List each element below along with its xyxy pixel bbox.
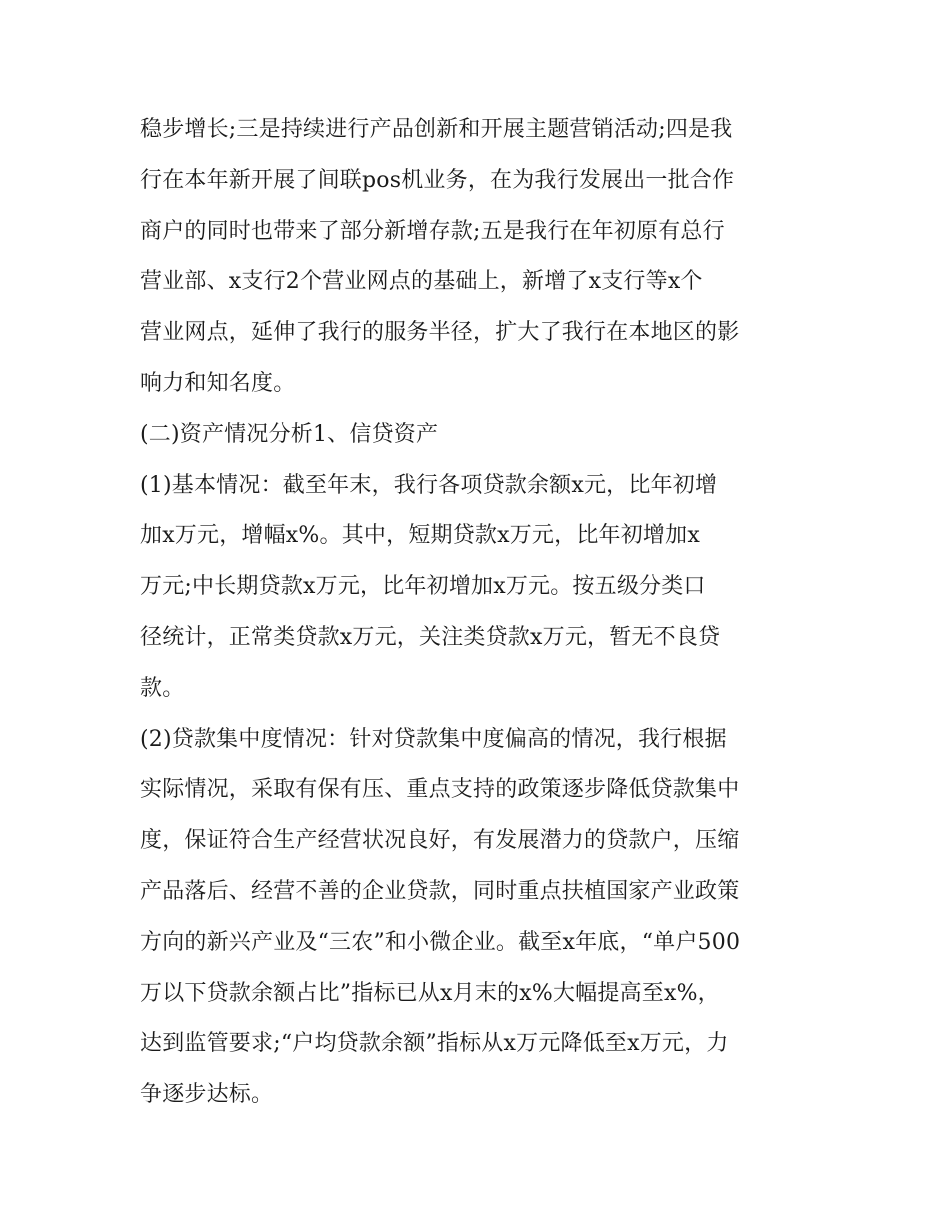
document-body — [140, 105, 820, 1121]
text-line-18: 万以下贷款余额占比”指标已从x月末的x%大幅提高至x%， — [140, 980, 720, 1006]
text-line-14: 实际情况，采取有保有压、重点支持的政策逐步降低贷款集中 — [140, 777, 740, 803]
text-line-12: 款。 — [140, 675, 185, 701]
text-line-11: 径统计，正常类贷款x万元，关注类贷款x万元，暂无不良贷 — [140, 624, 721, 650]
text-line-1: 稳步增长;三是持续进行产品创新和开展主题营销活动;四是我 — [140, 117, 733, 142]
text-line-19: 达到监管要求;“户均贷款余额”指标从x万元降低至x万元，力 — [140, 1031, 729, 1057]
text-line-20: 争逐步达标。 — [140, 1082, 274, 1108]
text-line-15: 度，保证符合生产经营状况良好，有发展潜力的贷款户，压缩 — [140, 828, 740, 854]
text-line-16: 产品落后、经营不善的企业贷款，同时重点扶植国家产业政策 — [140, 878, 740, 904]
section-heading-assets: (二)资产情况分析1、信贷资产 — [140, 421, 439, 447]
text-line-13: (2)贷款集中度情况：针对贷款集中度偏高的情况，我行根据 — [140, 726, 727, 752]
text-line-4: 营业部、x支行2个营业网点的基础上，新增了x支行等x个 — [140, 269, 703, 295]
text-line-2: 行在本年新开展了间联pos机业务，在为我行发展出一批合作 — [140, 167, 735, 193]
text-line-17: 方向的新兴产业及“三农”和小微企业。截至x年底，“单户500 — [140, 929, 741, 955]
text-line-6: 响力和知名度。 — [140, 370, 296, 396]
text-line-3: 商户的同时也带来了部分新增存款;五是我行在年初原有总行 — [140, 218, 725, 244]
text-line-5: 营业网点，延伸了我行的服务半径，扩大了我行在本地区的影 — [140, 320, 740, 346]
text-line-10: 万元;中长期贷款x万元，比年初增加x万元。按五级分类口 — [140, 574, 706, 600]
text-line-9: 加x万元，增幅x%。其中，短期贷款x万元，比年初增加x — [140, 523, 700, 549]
text-line-8: (1)基本情况：截至年末，我行各项贷款余额x元，比年初增 — [140, 472, 718, 498]
